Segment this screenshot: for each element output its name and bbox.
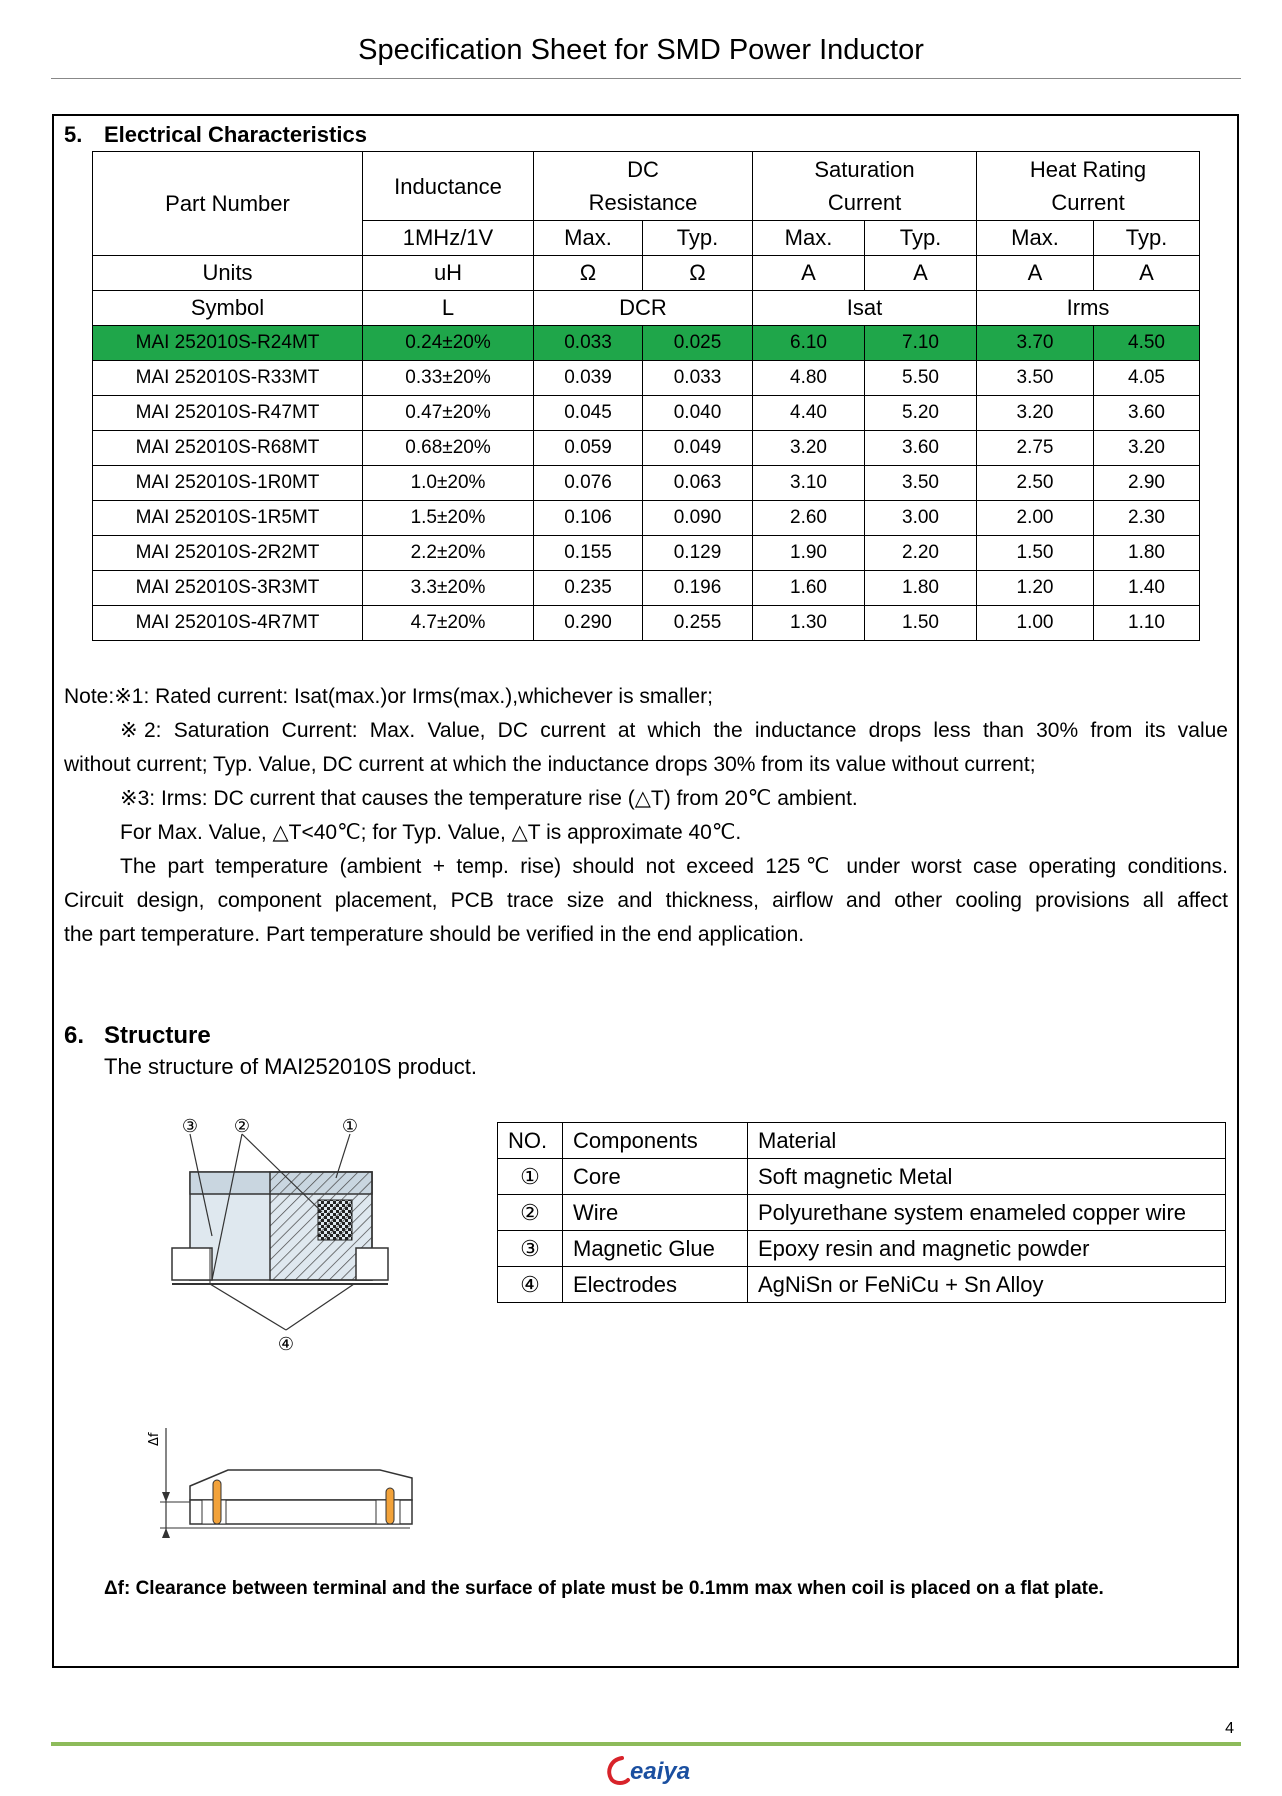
table-cell: 4.7±20% xyxy=(363,606,534,641)
section6-heading xyxy=(64,1022,211,1050)
table-row xyxy=(93,466,1200,501)
subheader-cell: Typ. xyxy=(643,221,753,256)
page-number: 4 xyxy=(1225,1720,1234,1737)
table-cell: MAI 252010S-R33MT xyxy=(93,361,363,396)
table-cell: MAI 252010S-1R5MT xyxy=(93,501,363,536)
table-cell: 1.10 xyxy=(1094,606,1200,641)
table-cell: 1.20 xyxy=(977,571,1094,606)
table-cell: ③ xyxy=(498,1231,563,1267)
units-cell: A xyxy=(753,256,865,291)
table-cell: 3.70 xyxy=(977,326,1094,361)
subheader-cell: Typ. xyxy=(1094,221,1200,256)
table-row xyxy=(93,431,1200,466)
units-cell: Ω xyxy=(534,256,643,291)
clearance-diagram xyxy=(147,1418,420,1550)
table-cell: 1.00 xyxy=(977,606,1094,641)
title-divider xyxy=(51,78,1241,79)
table-cell: 6.10 xyxy=(753,326,865,361)
structure-header-row xyxy=(498,1123,1226,1159)
table-row xyxy=(498,1267,1226,1303)
table-cell: 7.10 xyxy=(865,326,977,361)
table-cell: 0.049 xyxy=(643,431,753,466)
structure-header-cell: NO. xyxy=(498,1123,563,1159)
note-3: ※3: Irms: DC current that causes the temperature rise (△T) from 20℃ ambient. xyxy=(120,787,858,810)
table-cell: 0.33±20% xyxy=(363,361,534,396)
table-cell: Electrodes xyxy=(563,1267,748,1303)
table-cell: 3.60 xyxy=(1094,396,1200,431)
electrical-data-body xyxy=(93,326,1200,641)
table-cell: 0.039 xyxy=(534,361,643,396)
table-cell: 3.60 xyxy=(865,431,977,466)
table-row xyxy=(498,1159,1226,1195)
table-cell: 3.50 xyxy=(977,361,1094,396)
table-cell: Wire xyxy=(563,1195,748,1231)
header-dc-resistance: DC Resistance xyxy=(534,152,753,221)
note-2-line2: without current; Typ. Value, DC current at which the inductance drops 30% from its value without current; xyxy=(64,753,1036,776)
table-cell: 5.20 xyxy=(865,396,977,431)
table-cell: MAI 252010S-1R0MT xyxy=(93,466,363,501)
table-cell: 2.00 xyxy=(977,501,1094,536)
table-cell: ② xyxy=(498,1195,563,1231)
section5-heading xyxy=(64,122,367,148)
note-5-line3: the part temperature. Part temperature should be verified in the end application. xyxy=(64,923,805,946)
symbol-row xyxy=(93,291,1200,326)
table-cell: 0.255 xyxy=(643,606,753,641)
table-cell: ④ xyxy=(498,1267,563,1303)
table-cell: 5.50 xyxy=(865,361,977,396)
table-cell: 0.025 xyxy=(643,326,753,361)
table-cell: 3.3±20% xyxy=(363,571,534,606)
table-cell: 2.75 xyxy=(977,431,1094,466)
table-cell: 0.68±20% xyxy=(363,431,534,466)
table-cell: 1.80 xyxy=(865,571,977,606)
ceaiya-logo xyxy=(604,1752,714,1786)
table-row xyxy=(93,361,1200,396)
table-cell: MAI 252010S-2R2MT xyxy=(93,536,363,571)
table-cell: MAI 252010S-4R7MT xyxy=(93,606,363,641)
table-row xyxy=(93,501,1200,536)
table-cell: 3.20 xyxy=(753,431,865,466)
logo-text: eaiya xyxy=(630,1758,691,1785)
units-cell: Ω xyxy=(643,256,753,291)
symbol-cell: Irms xyxy=(977,291,1200,326)
note-1: Note:※1: Rated current: Isat(max.)or Irms(max.),whichever is smaller; xyxy=(64,685,713,708)
table-cell: 4.05 xyxy=(1094,361,1200,396)
table-cell: 0.24±20% xyxy=(363,326,534,361)
table-cell: 0.129 xyxy=(643,536,753,571)
diagram-label-core: ① xyxy=(341,1116,359,1137)
table-cell: 0.076 xyxy=(534,466,643,501)
note-2-line1: ※2: Saturation Current: Max. Value, DC current at which the inductance drops less than 30% from its value xyxy=(120,719,1228,742)
structure-header-cell: Material xyxy=(748,1123,1226,1159)
table-row xyxy=(93,536,1200,571)
notes-block xyxy=(64,680,1228,952)
subheader-cell: Max. xyxy=(534,221,643,256)
table-cell: Polyurethane system enameled copper wire xyxy=(748,1195,1226,1231)
table-cell: 0.033 xyxy=(534,326,643,361)
header-saturation-current: Saturation Current xyxy=(753,152,977,221)
subheader-cell: Typ. xyxy=(865,221,977,256)
table-cell: 2.2±20% xyxy=(363,536,534,571)
table-cell: 1.60 xyxy=(753,571,865,606)
units-cell: A xyxy=(977,256,1094,291)
diagram-label-wire: ② xyxy=(233,1116,251,1137)
table-cell: 3.20 xyxy=(1094,431,1200,466)
table-cell: MAI 252010S-R68MT xyxy=(93,431,363,466)
table-row xyxy=(498,1195,1226,1231)
table-cell: 1.90 xyxy=(753,536,865,571)
table-cell: 0.033 xyxy=(643,361,753,396)
table-cell: AgNiSn or FeNiCu + Sn Alloy xyxy=(748,1267,1226,1303)
structure-cross-section-diagram xyxy=(150,1108,410,1360)
units-cell: A xyxy=(1094,256,1200,291)
table-cell: 3.10 xyxy=(753,466,865,501)
table-cell: 1.50 xyxy=(865,606,977,641)
table-row xyxy=(93,606,1200,641)
units-cell: uH xyxy=(363,256,534,291)
subheader-cell: Max. xyxy=(977,221,1094,256)
header-heat-rating-current: Heat Rating Current xyxy=(977,152,1200,221)
table-cell: Epoxy resin and magnetic powder xyxy=(748,1231,1226,1267)
table-cell: 0.47±20% xyxy=(363,396,534,431)
table-cell: 0.090 xyxy=(643,501,753,536)
header-part-number: Part Number xyxy=(93,152,363,256)
units-cell: A xyxy=(865,256,977,291)
note-5-line1: The part temperature (ambient + temp. rise) should not exceed 125℃ under worst case operating conditions. xyxy=(120,855,1228,878)
table-cell: MAI 252010S-R24MT xyxy=(93,326,363,361)
table-cell: MAI 252010S-R47MT xyxy=(93,396,363,431)
subheader-cell: Max. xyxy=(753,221,865,256)
table-cell: 0.063 xyxy=(643,466,753,501)
symbol-cell: Symbol xyxy=(93,291,363,326)
table-cell: Core xyxy=(563,1159,748,1195)
header-inductance: Inductance xyxy=(363,152,534,221)
table-cell: 2.30 xyxy=(1094,501,1200,536)
table-cell: 1.80 xyxy=(1094,536,1200,571)
table-row xyxy=(93,571,1200,606)
table-cell: 2.60 xyxy=(753,501,865,536)
table-cell: 0.040 xyxy=(643,396,753,431)
table-cell: 4.80 xyxy=(753,361,865,396)
table-row xyxy=(93,326,1200,361)
table-cell: 2.50 xyxy=(977,466,1094,501)
note-4: For Max. Value, △T<40℃; for Typ. Value, △T is approximate 40℃. xyxy=(120,821,742,844)
clearance-note: Δf: Clearance between terminal and the surface of plate must be 0.1mm max when coil is placed on a flat plate. xyxy=(104,1578,1104,1599)
table-cell: 1.0±20% xyxy=(363,466,534,501)
table-cell: Soft magnetic Metal xyxy=(748,1159,1226,1195)
table-cell: ① xyxy=(498,1159,563,1195)
footer-divider xyxy=(51,1742,1241,1746)
table-cell: 3.20 xyxy=(977,396,1094,431)
table-cell: 0.235 xyxy=(534,571,643,606)
diagram-label-glue: ③ xyxy=(181,1116,199,1137)
table-cell: 4.50 xyxy=(1094,326,1200,361)
symbol-cell: DCR xyxy=(534,291,753,326)
table-cell: 2.90 xyxy=(1094,466,1200,501)
note-5-line2: Circuit design, component placement, PCB trace size and thickness, airflow and other cooling provisions all affect xyxy=(64,889,1228,912)
structure-components-table xyxy=(497,1122,1226,1303)
table-cell: 2.20 xyxy=(865,536,977,571)
table-cell: 0.106 xyxy=(534,501,643,536)
table-cell: 3.50 xyxy=(865,466,977,501)
electrical-characteristics-table xyxy=(92,151,1200,641)
diagram-label-electrodes: ④ xyxy=(277,1334,295,1355)
table-row xyxy=(498,1231,1226,1267)
table-cell: 0.196 xyxy=(643,571,753,606)
table-cell: 0.045 xyxy=(534,396,643,431)
units-cell: Units xyxy=(93,256,363,291)
table-cell: Magnetic Glue xyxy=(563,1231,748,1267)
section6-number: 6. xyxy=(64,1022,85,1049)
section5-number: 5. xyxy=(64,122,83,147)
clearance-delta-label: Δf xyxy=(147,1432,162,1446)
section6-intro: The structure of MAI252010S product. xyxy=(104,1054,477,1079)
table-cell: 1.40 xyxy=(1094,571,1200,606)
symbol-cell: Isat xyxy=(753,291,977,326)
structure-data-body xyxy=(498,1159,1226,1303)
table-cell: 1.5±20% xyxy=(363,501,534,536)
table-cell: 0.155 xyxy=(534,536,643,571)
section5-title: Electrical Characteristics xyxy=(104,122,367,147)
table-cell: 0.059 xyxy=(534,431,643,466)
table-cell: 1.50 xyxy=(977,536,1094,571)
table-cell: MAI 252010S-3R3MT xyxy=(93,571,363,606)
table-row xyxy=(93,396,1200,431)
structure-header-cell: Components xyxy=(563,1123,748,1159)
logo-c-mark xyxy=(609,1758,628,1783)
symbol-cell: L xyxy=(363,291,534,326)
table-cell: 4.40 xyxy=(753,396,865,431)
section6-title: Structure xyxy=(104,1022,211,1049)
subheader-cell: 1MHz/1V xyxy=(363,221,534,256)
table-cell: 1.30 xyxy=(753,606,865,641)
table-cell: 3.00 xyxy=(865,501,977,536)
table-cell: 0.290 xyxy=(534,606,643,641)
page-title: Specification Sheet for SMD Power Inductor xyxy=(358,34,924,66)
units-row xyxy=(93,256,1200,291)
header-row xyxy=(93,152,1200,221)
